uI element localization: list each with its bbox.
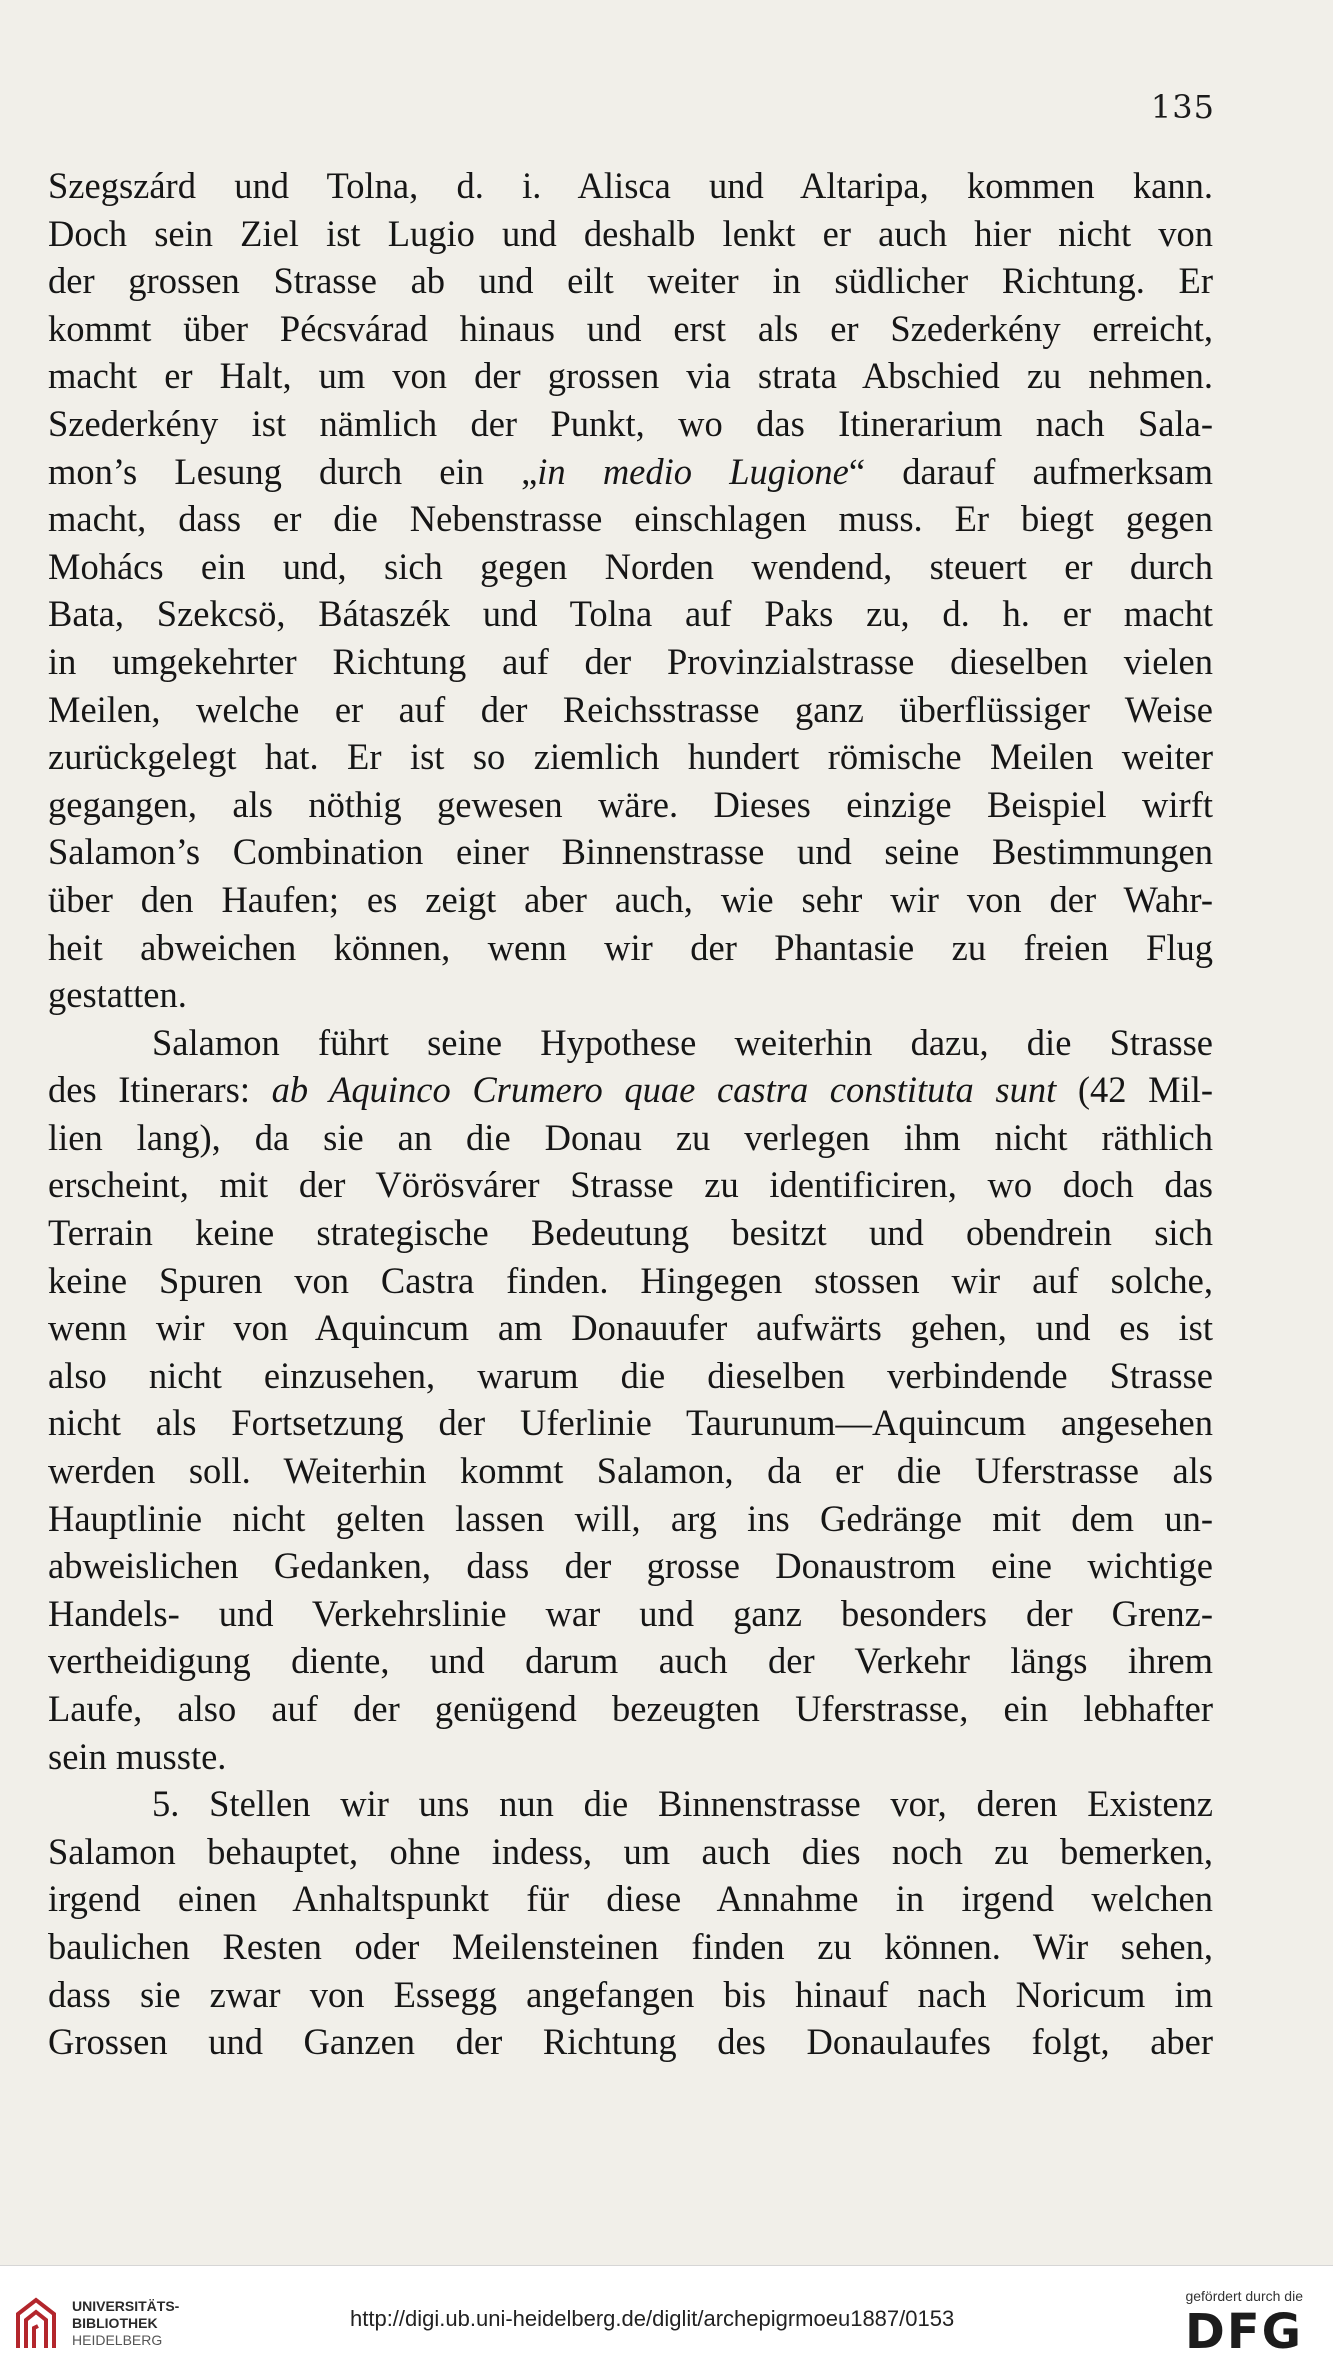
text-line: Salamon führt seine Hypothese weiterhin dazu, die Strasse (152, 1021, 1213, 1063)
text-line: Mohács ein und, sich gegen Norden wendend, steuert er durch (48, 545, 1213, 587)
text-line: Hauptlinie nicht gelten lassen will, arg ins Gedränge mit dem un- (48, 1497, 1213, 1539)
text-line: Salamon behauptet, ohne indess, um auch dies noch zu bemerken, (48, 1830, 1213, 1872)
text-line: der grossen Strasse ab und eilt weiter in südlicher Richtung. Er (48, 260, 1213, 302)
library-line: HEIDELBERG (72, 2332, 163, 2348)
text-line: Grossen und Ganzen der Richtung des Donaulaufes folgt, aber (48, 2021, 1213, 2063)
text-line: abweislichen Gedanken, dass der grosse Donaustrom eine wichtige (48, 1545, 1213, 1587)
text-line: über den Haufen; es zeigt aber auch, wie sehr wir von der Wahr- (48, 878, 1213, 920)
text-line: nicht als Fortsetzung der Uferlinie Taurunum—Aquincum angesehen (48, 1402, 1213, 1444)
library-name (72, 2298, 179, 2349)
permalink-url[interactable]: http://digi.ub.uni-heidelberg.de/diglit/archepigrmoeu1887/0153 (350, 2306, 955, 2331)
text-line: werden soll. Weiterhin kommt Salamon, da er die Uferstrasse als (48, 1450, 1213, 1492)
library-line: BIBLIOTHEK (72, 2315, 158, 2331)
text-line: macht, dass er die Nebenstrasse einschlagen muss. Er biegt gegen (48, 498, 1213, 540)
funder-block (1184, 2288, 1303, 2360)
text-line: also nicht einzusehen, warum die dieselben verbindende Strasse (48, 1354, 1213, 1396)
text-line: lien lang), da sie an die Donau zu verlegen ihm nicht räthlich (48, 1116, 1213, 1158)
text-line: erscheint, mit der Vörösvárer Strasse zu identificiren, wo doch das (48, 1164, 1213, 1206)
text-line: irgend einen Anhaltspunkt für diese Annahme in irgend welchen (48, 1878, 1213, 1920)
library-line: UNIVERSITÄTS- (72, 2298, 180, 2314)
text-line: Meilen, welche er auf der Reichsstrasse ganz überflüssiger Weise (48, 688, 1213, 730)
text-segment: (42 Mil- (1056, 1069, 1213, 1111)
text-line: dass sie zwar von Essegg angefangen bis hinauf nach Noricum im (48, 1973, 1213, 2015)
text-line: in umgekehrter Richtung auf der Provinzialstrasse dieselben vielen (48, 640, 1213, 682)
text-line: gestatten. (48, 974, 187, 1016)
italic-phrase: ab Aquinco Crumero quae castra constituta sunt (271, 1069, 1057, 1111)
text-line: kommt über Pécsvárad hinaus und erst als er Szederkény erreicht, (48, 307, 1213, 349)
text-line: Handels- und Verkehrslinie war und ganz besonders der Grenz- (48, 1592, 1213, 1634)
text-line: Bata, Szekcsö, Bátaszék und Tolna auf Paks zu, d. h. er macht (48, 593, 1213, 635)
text-line: Szederkény ist nämlich der Punkt, wo das Itinerarium nach Sala- (48, 402, 1213, 444)
text-line: Szegszárd und Tolna, d. i. Alisca und Altaripa, kommen kann. (48, 165, 1213, 206)
library-logo-icon[interactable] (14, 2296, 58, 2352)
text-line: zurückgelegt hat. Er ist so ziemlich hundert römische Meilen weiter (48, 736, 1213, 778)
text-segment: des Itinerars: (48, 1069, 251, 1111)
viewer-footer (0, 2265, 1333, 2375)
text-line-with-italic (48, 448, 1213, 496)
text-segment: “ darauf aufmerksam (848, 450, 1213, 492)
text-line: gegangen, als nöthig gewesen wäre. Dieses einzige Beispiel wirft (48, 783, 1213, 825)
text-line-with-italic (48, 1066, 1213, 1114)
italic-phrase: in medio Lugione (537, 450, 849, 492)
text-line: heit abweichen können, wenn wir der Phantasie zu freien Flug (48, 926, 1213, 968)
funder-label: gefördert durch die (1185, 2288, 1303, 2304)
text-line: 5. Stellen wir uns nun die Binnenstrasse vor, deren Existenz (152, 1783, 1213, 1825)
text-line: baulichen Resten oder Meilensteinen finden zu können. Wir sehen, (48, 1925, 1213, 1967)
text-line: Salamon’s Combination einer Binnenstrasse und seine Bestimmungen (48, 831, 1213, 873)
text-line: Doch sein Ziel ist Lugio und deshalb lenkt er auch hier nicht von (48, 212, 1213, 254)
text-line: Terrain keine strategische Bedeutung besitzt und obendrein sich (48, 1212, 1213, 1254)
text-line: Laufe, also auf der genügend bezeugten Uferstrasse, ein lebhafter (48, 1688, 1213, 1729)
body-text (48, 162, 1213, 2066)
dfg-logo[interactable]: DFG (1184, 2304, 1303, 2360)
text-line: macht er Halt, um von der grossen via strata Abschied zu nehmen. (48, 355, 1213, 397)
text-line: sein musste. (48, 1735, 227, 1777)
text-segment: mon’s Lesung durch ein „ (48, 450, 538, 492)
text-line: keine Spuren von Castra finden. Hingegen stossen wir auf solche, (48, 1259, 1213, 1301)
page-number: 135 (1150, 88, 1215, 126)
text-line: wenn wir von Aquincum am Donauufer aufwärts gehen, und es ist (48, 1307, 1213, 1349)
text-line: vertheidigung diente, und darum auch der Verkehr längs ihrem (48, 1640, 1213, 1682)
